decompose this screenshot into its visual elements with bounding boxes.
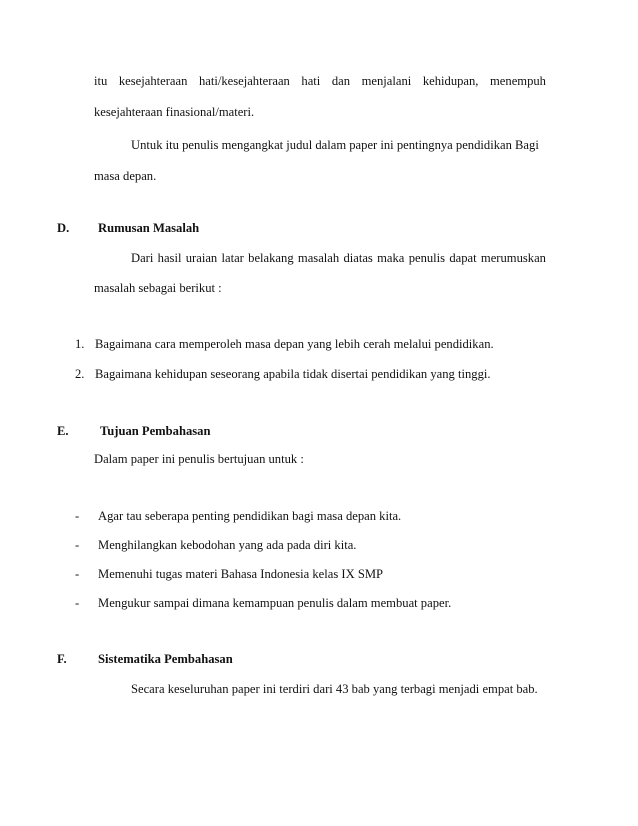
section-d-para-line-1-word: dapat: [449, 251, 477, 265]
section-d-item-1-text: Bagaimana cara memperoleh masa depan yang lebih cerah melalui pendidikan.: [95, 337, 494, 351]
section-e-item-2-text: Menghilangkan kebodohan yang ada pada diri kita.: [98, 538, 357, 552]
section-d-title: Rumusan Masalah: [98, 221, 200, 235]
intro-para2-line-1: Untuk itu penulis mengangkat judul dalam paper ini pentingnya pendidikan Bagi: [131, 138, 539, 152]
section-d-item-2-text: Bagaimana kehidupan seseorang apabila tidak disertai pendidikan yang tinggi.: [95, 367, 491, 381]
section-e-title: Tujuan Pembahasan: [100, 424, 211, 438]
section-d-para-line-1-word: uraian: [185, 251, 218, 265]
section-d-para-line-1: [131, 250, 546, 266]
section-d-para-line-1-word: merumuskan: [480, 251, 546, 265]
intro-line-1: [94, 73, 546, 89]
section-d-para-line-1-word: latar: [221, 251, 244, 265]
section-d-para-line-1-word: maka: [377, 251, 405, 265]
intro-line-1-word: menempuh: [490, 74, 546, 88]
section-d-para-line-1-word: hasil: [157, 251, 182, 265]
section-d-item-1-marker: 1.: [75, 337, 85, 351]
intro-line-1-word: hati/kesejahteraan: [198, 74, 290, 88]
intro-line-1-word: itu: [94, 74, 108, 88]
section-f-para: Secara keseluruhan paper ini terdiri dari 43 bab yang terbagi menjadi empat bab.: [131, 682, 538, 696]
section-d-para-line-1-word: penulis: [408, 251, 446, 265]
section-d-para-line-1-word: diatas: [343, 251, 373, 265]
section-d-item-2-marker: 2.: [75, 367, 85, 381]
section-f-title: Sistematika Pembahasan: [98, 652, 233, 666]
intro-line-2: kesejahteraan finasional/materi.: [94, 105, 255, 119]
section-d-para-line-1-word: Dari: [131, 251, 154, 265]
section-f-letter: F.: [57, 652, 67, 666]
section-d-para-line-1-word: belakang: [248, 251, 294, 265]
section-d-para-line-2: masalah sebagai berikut :: [94, 281, 222, 295]
section-e-item-1-text: Agar tau seberapa penting pendidikan bagi masa depan kita.: [98, 509, 402, 523]
section-e-letter: E.: [57, 424, 69, 438]
section-e-intro: Dalam paper ini penulis bertujuan untuk :: [94, 452, 304, 466]
intro-line-1-word: menjalani: [361, 74, 412, 88]
intro-line-1-word: dan: [331, 74, 351, 88]
intro-line-1-word: hati: [301, 74, 321, 88]
section-e-item-4-text: Mengukur sampai dimana kemampuan penulis dalam membuat paper.: [98, 596, 452, 610]
section-e-item-1-marker: -: [75, 509, 80, 523]
section-e-item-4-marker: -: [75, 596, 80, 610]
intro-line-1-word: kehidupan,: [422, 74, 479, 88]
section-e-item-2-marker: -: [75, 538, 80, 552]
section-e-item-3-marker: -: [75, 567, 80, 581]
intro-para2-line-2: masa depan.: [94, 169, 157, 183]
section-e-item-3-text: Memenuhi tugas materi Bahasa Indonesia kelas IX SMP: [98, 567, 384, 581]
section-d-para-line-1-word: masalah: [297, 251, 340, 265]
section-d-letter: D.: [57, 221, 70, 235]
intro-line-1-word: kesejahteraan: [118, 74, 188, 88]
